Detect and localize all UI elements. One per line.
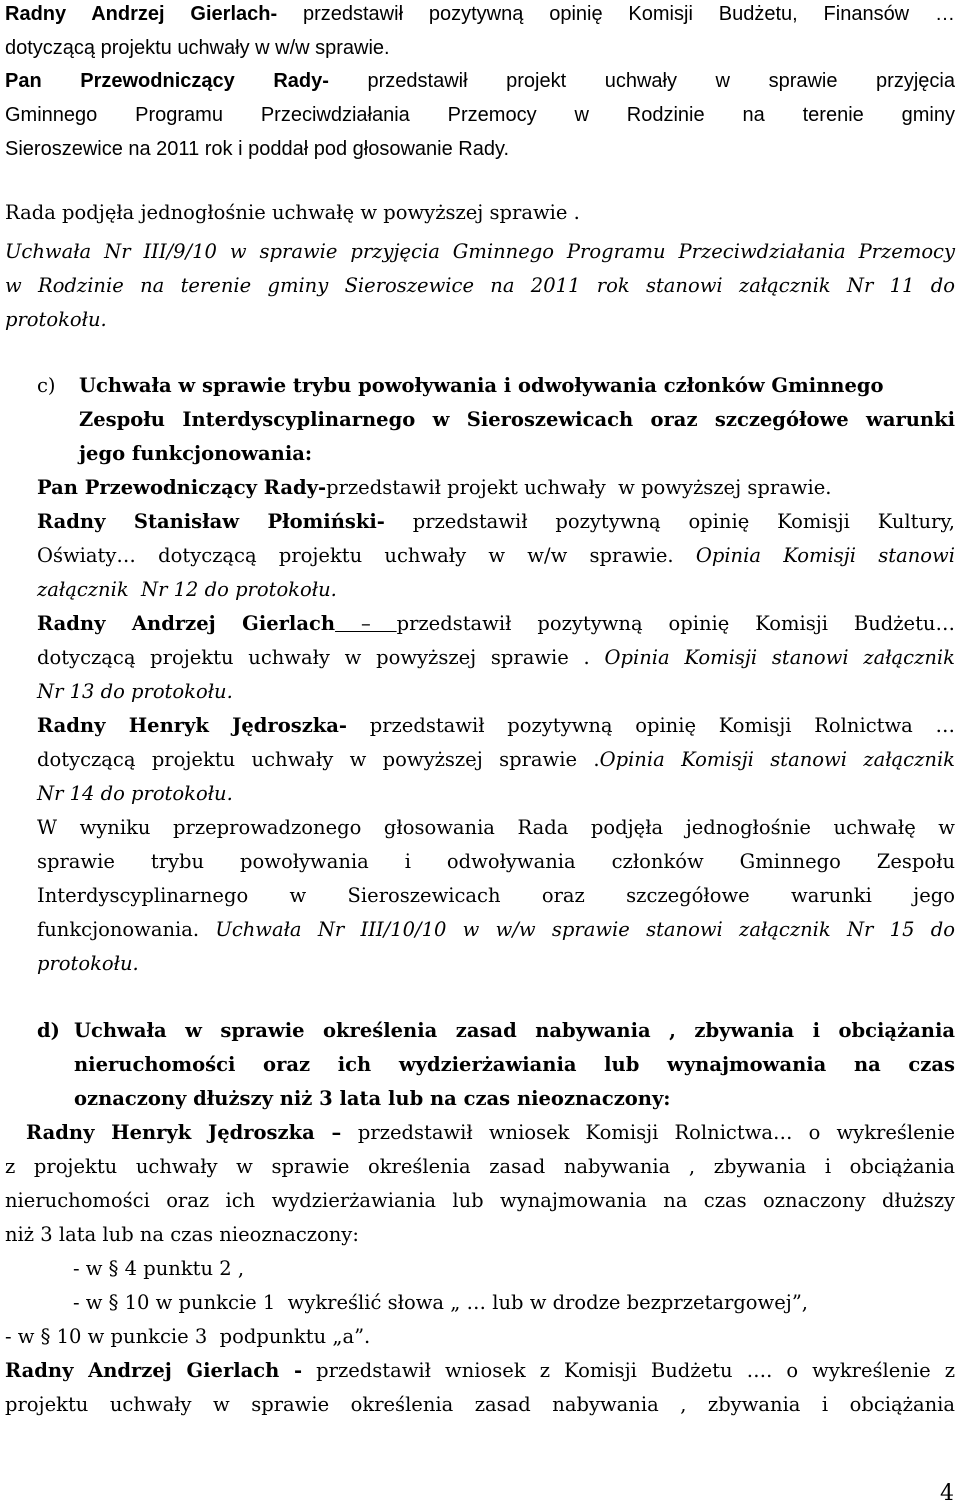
section-heading: Uchwała w sprawie trybu powoływania i odwoływania członków Gminnego	[79, 374, 884, 397]
paragraph-line: nieruchomości oraz ich wydzierżawiania lub wynajmowania na czas oznaczony dłuższy	[5, 1189, 955, 1212]
paragraph-line	[26, 1121, 955, 1145]
speaker-name: Radny Andrzej Gierlach -	[5, 1359, 303, 1382]
section-heading: Uchwała w sprawie określenia zasad nabywania , zbywania i obciążania	[74, 1019, 955, 1042]
paragraph-line: Gminnego Programu Przeciwdziałania Przemocy w Rodzinie na terenie gminy	[5, 104, 955, 126]
paragraph-line: Sieroszewice na 2011 rok i poddał pod głosowanie Rady.	[5, 138, 510, 160]
section-heading: nieruchomości oraz ich wydzierżawiania lub wynajmowania na czas	[74, 1053, 955, 1076]
paragraph-line: sprawie trybu powoływania i odwoływania członków Gminnego Zespołu	[37, 850, 955, 873]
paragraph-line: Nr 14 do protokołu.	[37, 782, 233, 805]
line-text: przedstawił wniosek Komisji Rolnictwa… o wykreślenie	[357, 1121, 955, 1144]
line-text: Oświaty… dotyczącą projektu uchwały w w/w sprawie.	[37, 544, 674, 567]
paragraph-line	[37, 510, 955, 534]
paragraph-line	[5, 1359, 955, 1383]
paragraph-line: z projektu uchwały w sprawie określenia zasad nabywania , zbywania i obciążania	[5, 1155, 955, 1178]
paragraph-line: dotyczącą projektu uchwały w w/w sprawie.	[5, 37, 390, 59]
paragraph-line: protokołu.	[37, 952, 139, 975]
line-text: przedstawił projekt uchwały w sprawie przyjęcia	[328, 70, 955, 92]
paragraph-line	[37, 612, 955, 636]
paragraph-line: Uchwała Nr III/9/10 w sprawie przyjęcia Gminnego Programu Przeciwdziałania Przemocy	[5, 240, 955, 263]
speaker-name: Pan Przewodniczący Rady-	[37, 476, 327, 499]
paragraph-line	[5, 69, 955, 93]
paragraph-line	[37, 748, 955, 772]
list-item: - w § 10 w punkcie 3 podpunktu „a”.	[5, 1325, 371, 1348]
paragraph-line: W wyniku przeprowadzonego głosowania Rada podjęła jednogłośnie uchwałę w	[37, 816, 955, 839]
line-text: przedstawił pozytywną opinię Komisji Kultury,	[384, 510, 955, 533]
paragraph-line	[37, 714, 955, 738]
paragraph-line	[37, 476, 831, 500]
line-text: dotyczącą projektu uchwały w powyższej sprawie .	[37, 748, 600, 771]
line-text: przedstawił wniosek z Komisji Budżetu …. o wykreślenie z	[302, 1359, 955, 1382]
paragraph-line: załącznik Nr 12 do protokołu.	[37, 578, 337, 601]
section-marker-c: c)	[37, 374, 56, 397]
paragraph-line	[5, 2, 955, 26]
speaker-name: Radny Henryk Jędroszka-	[37, 714, 348, 737]
paragraph-line: protokołu.	[5, 308, 107, 331]
list-item: - w § 4 punktu 2 ,	[73, 1257, 245, 1280]
line-text: Opinia Komisji stanowi załącznik	[589, 646, 955, 669]
speaker-name: Radny Stanisław Płomiński-	[37, 510, 385, 533]
line-text: przedstawił pozytywną opinię Komisji Rolnictwa …	[347, 714, 955, 737]
paragraph-line: projektu uchwały w sprawie określenia zasad nabywania , zbywania i obciążania	[5, 1393, 955, 1416]
speaker-name: Radny Henryk Jędroszka	[26, 1121, 315, 1144]
list-item: - w § 10 w punkcie 1 wykreślić słowa „ … lub w drodze bezprzetargowej”,	[73, 1291, 808, 1314]
line-text: Opinia Komisji stanowi	[673, 544, 955, 567]
section-heading: jego funkcjonowania:	[79, 442, 313, 465]
paragraph-line	[37, 918, 955, 942]
line-text: Opinia Komisji stanowi załącznik	[599, 748, 955, 771]
line-text: przedstawił pozytywną opinię Komisji Budżetu…	[396, 612, 955, 635]
resolution-statement: Rada podjęła jednogłośnie uchwałę w powyższej sprawie .	[5, 201, 580, 224]
line-text: Uchwała Nr III/10/10 w w/w sprawie stanowi załącznik Nr 15 do	[199, 918, 955, 941]
dash: –	[335, 612, 397, 635]
paragraph-line: Interdyscyplinarnego w Sieroszewicach oraz szczegółowe warunki jego	[37, 884, 955, 907]
section-heading: oznaczony dłuższy niż 3 lata lub na czas nieoznaczony:	[74, 1087, 671, 1110]
section-heading: Zespołu Interdyscyplinarnego w Sieroszewicach oraz szczegółowe warunki	[79, 408, 955, 431]
speaker-name: Radny Andrzej Gierlach	[37, 612, 336, 635]
paragraph-line	[37, 544, 955, 568]
line-text: przedstawił projekt uchwały w powyższej sprawie.	[326, 476, 832, 499]
paragraph-line	[37, 646, 955, 670]
dash: –	[314, 1121, 358, 1144]
line-text: funkcjonowania.	[37, 918, 200, 941]
line-text: przedstawił pozytywną opinię Komisji Budżetu, Finansów …	[277, 3, 955, 25]
speaker-name: Pan Przewodniczący Rady-	[5, 70, 329, 92]
line-text: dotyczącą projektu uchwały w powyższej sprawie .	[37, 646, 590, 669]
paragraph-line: niż 3 lata lub na czas nieoznaczony:	[5, 1223, 359, 1246]
paragraph-line: w Rodzinie na terenie gminy Sieroszewice na 2011 rok stanowi załącznik Nr 11 do	[5, 274, 955, 297]
paragraph-line: Nr 13 do protokołu.	[37, 680, 233, 703]
page-number: 4	[940, 1481, 954, 1506]
section-marker-d: d)	[37, 1019, 60, 1042]
speaker-name: Radny Andrzej Gierlach-	[5, 3, 278, 25]
